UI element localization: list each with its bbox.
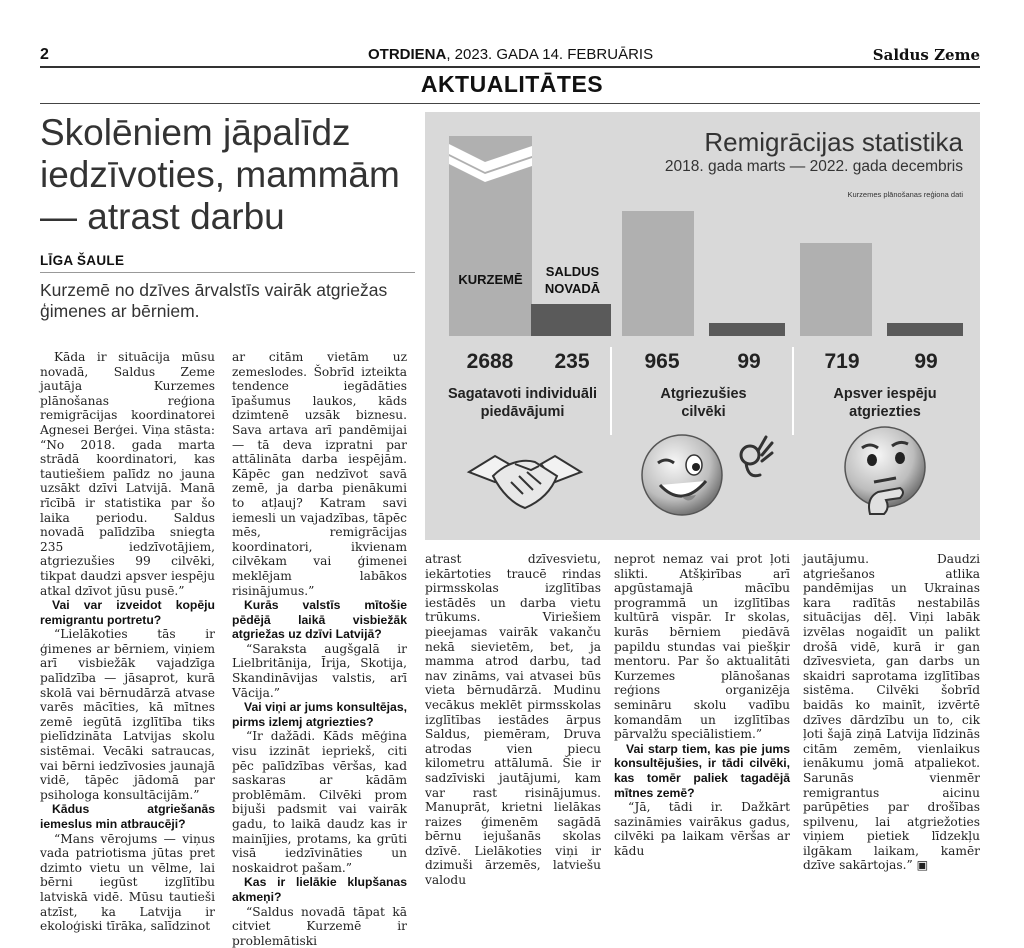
paragraph: “Jā, tādi ir. Dažkārt sazināmies vairākus gadus, cilvēki pa laikam vēršas ar kādu bbox=[614, 800, 790, 858]
bar-kurzeme-returned bbox=[622, 211, 694, 336]
issue-date-rest: , 2023. GADA 14. FEBRUĀRIS bbox=[446, 46, 654, 63]
masthead-rule bbox=[40, 66, 980, 68]
value-saldus-considering: 99 bbox=[914, 350, 938, 373]
winking-emoji-icon bbox=[630, 417, 780, 517]
caption-considering-line2: atgriezties bbox=[849, 404, 921, 420]
paragraph: atrast dzīvesvietu, iekārtoties traucē rindas pirmsskolas izglītības iestādēs un darba vietu trūkums. Viriešiem pieejamas vairāk vakanču nekā sievietēm, bet, ja mamma atrod darbu, tad nav zināms, vai atvasei būs vieta bērnudārzā. Mudinu vecākus meklēt pirmsskolas izglītības iestādes ārpus Saldus, piemēram, Druva atrodas vien piecu kilometru attālumā. Šie ir sadzīviski jautājumi, kam var rast risinājumus. Manuprāt, krietni lielākas raizes ģimenēm sagādā bērnu iejušanās skolas dzīvē. Lielākoties viņi ir dzimuši ārzemēs, latviešu valodu bbox=[425, 552, 601, 888]
caption-offers-line1: Sagatavoti individuāli bbox=[447, 386, 598, 402]
value-kurzeme-considering: 719 bbox=[824, 350, 860, 373]
paragraph: Kāda ir situācija mūsu novadā, Saldus Zeme jautāja Kurzemes plānošanas reģiona remigrācijas koordinatorei Agnesei Berģei. Viņa stāsta: “No 2018. gada marta strādā koordinatori, kas tautiešiem palīdz no jauna uzsākt dzīvi Latvijā. Manā rīcībā ir statistika par šo laika periodu. Saldus novadā palīdzība sniegta 235 iedzīvotājiem, atgriezušies 99 cilvēki, tikpat daudzi apsver iespēju atkal dzīvot jūsu pusē.” bbox=[40, 350, 215, 598]
interview-question: Kas ir lielākie klupšanas akmeņi? bbox=[232, 875, 407, 904]
infographic-source: Kurzemes plānošanas reģiona dati bbox=[847, 190, 963, 199]
thinking-emoji-icon bbox=[840, 422, 930, 517]
section-rule bbox=[40, 103, 980, 104]
legend-saldus-line1: SALDUS bbox=[545, 264, 600, 279]
article-column-2 bbox=[232, 350, 407, 948]
interview-question: Kurās valstīs mītošie pēdējā laikā visbiežāk atgriežas uz dzīvi Latvijā? bbox=[232, 598, 407, 642]
group-separator bbox=[792, 347, 794, 435]
article-lead: Kurzemē no dzīves ārvalstīs vairāk atgriežas ģimenes ar bērniem. bbox=[40, 280, 388, 321]
value-saldus-offers: 235 bbox=[554, 350, 590, 373]
infographic-panel bbox=[425, 112, 980, 540]
bar-kurzeme-considering bbox=[800, 243, 872, 336]
bar-saldus-offers bbox=[531, 304, 611, 336]
interview-question: Vai viņi ar jums konsultējas, pirms izlemj atgriezties? bbox=[232, 700, 407, 729]
value-kurzeme-offers: 2688 bbox=[466, 350, 514, 373]
article-title: Skolēniem jāpalīdz iedzīvoties, mammām — atrast darbu bbox=[40, 112, 400, 237]
paragraph: jautājumu. Daudzi atgriešanos atlika pandēmijas un Ukrainas kara radītās nestabilās situācijas dēļ. Viņi labāk izvēlas nogaidīt un palikt drošā vidē, kurā ir gan dzīvesvieta, gan darbs un skaidri saprotama izglītības sistēma. Cilvēki šobrīd baidās ko mainīt, izvērtē dzīves dārdzību un to, cik ļoti šajā ziņā Latvija līdzinās citām zemēm, vienlaikus ienākumu jomā atpaliekot. Sarunās vienmēr remigrantus aicinu parūpēties par drošības spilvenu, lai atgriežoties viņiem pietiek līdzekļu ilgākam laikam, kamēr dzīve sakārtojas.” ▣ bbox=[803, 552, 980, 873]
interview-question: Kādus atgriešanās iemeslus min atbraucēji? bbox=[40, 802, 215, 831]
caption-returned-line1: Atgriezušies bbox=[660, 386, 747, 402]
interview-question: Vai var izveidot kopēju remigrantu portretu? bbox=[40, 598, 215, 627]
article-column-4 bbox=[614, 552, 790, 858]
bar-saldus-returned bbox=[709, 323, 785, 336]
caption-considering bbox=[795, 385, 975, 421]
caption-considering-line1: Apsver iespēju bbox=[833, 386, 937, 402]
caption-offers-line2: piedāvājumi bbox=[480, 404, 565, 420]
caption-returned bbox=[615, 385, 792, 421]
bar-break-marks bbox=[449, 132, 532, 192]
infographic-subtitle: 2018. gada marts — 2022. gada decembris bbox=[664, 158, 963, 175]
handshake-icon bbox=[465, 442, 585, 517]
article-author: LĪGA ŠAULE bbox=[40, 253, 125, 268]
page-number: 2 bbox=[40, 46, 49, 63]
paragraph: “Mans vērojums — viņus vada patriotisma jūtas pret dzimto vietu un vēlme, lai bērni iegūst izglītību latviskā vidē. Mūsu tautieši atzīst, ka Latvija ir ekoloģiski tīrāka, salīdzinot bbox=[40, 831, 215, 934]
article-column-1 bbox=[40, 350, 215, 934]
article-column-3 bbox=[425, 552, 601, 888]
legend-saldus-line2: NOVADĀ bbox=[544, 281, 601, 296]
interview-question: Vai starp tiem, kas pie jums konsultējušies, ir tādi cilvēki, kas tomēr paliek tagadējā mītnes zemē? bbox=[614, 741, 790, 800]
section-title: AKTUALITĀTES bbox=[420, 71, 604, 97]
caption-offers bbox=[435, 385, 610, 421]
issue-date bbox=[368, 46, 653, 63]
caption-returned-line2: cilvēki bbox=[681, 404, 726, 420]
bar-saldus-considering bbox=[887, 323, 963, 336]
value-saldus-returned: 99 bbox=[737, 350, 761, 373]
paragraph: neprot nemaz vai prot ļoti slikti. Atšķirības arī apgūstamajā mācību programmā un izglītības kultūrā vispār. Ir skolas, kurās bērniem piedāvā papildu stundas vai piešķir mentoru. Par šo aktualitāti Kurzemes plānošanas reģions organizēja semināru skolu vadību komandām un izglītības pārvalžu speciālistiem.” bbox=[614, 552, 790, 742]
paragraph: ar citām vietām uz zemeslodes. Šobrīd izteikta tendence iegādāties īpašumus laukos, kāds dzimtenē uzsāk biznesu. Sava artava arī pandēmijai — tā deva izpratni par attālināta darba iespējām. Kāpēc gan nedzīvot savā zemē, ja darba pienākumi to atļauj? Katram savi iemesli un vajadzības, tāpēc mēs, remigrācijas koordinatori, ikvienam cilvēkam vai ģimenei meklējam labākos risinājumus.” bbox=[232, 350, 407, 598]
paragraph: “Ir dažādi. Kāds mēģina visu izzināt iepriekš, citi pēc palīdzības vēršas, kad saskaras ar kādām problēmām. Cilvēki prom bijuši padsmit vai vairāk gadu, to laikā daudz kas ir mainījies, protams, ka grūti visā iedzīvināties un noskaidrot pašam.” bbox=[232, 729, 407, 875]
paragraph: “Saldus novadā tāpat kā citviet Kurzemē ir problemātiski bbox=[232, 904, 407, 948]
author-rule bbox=[40, 272, 415, 273]
infographic-title: Remigrācijas statistika bbox=[704, 127, 963, 157]
value-kurzeme-returned: 965 bbox=[644, 350, 680, 373]
issue-weekday: OTRDIENA bbox=[368, 46, 447, 63]
legend-kurzeme: KURZEMĒ bbox=[458, 272, 523, 287]
paragraph: “Lielākoties tās ir ģimenes ar bērniem, viņiem arī visbiežāk vajadzīga palīdzība — jāsaprot, kurā skolā vai bērnudārzā atvase varēs mācīties, kā mītnes zemē iegūtā izglītība tiks pielīdzināta Latvijas skolu sistēmai. Vecāki satraucas, vai bērni iedzīvosies jaunajā vidē, tāpēc jādomā par psihologa konsultācijām.” bbox=[40, 627, 215, 802]
article-column-5 bbox=[803, 552, 980, 873]
newspaper-name: Saldus Zeme bbox=[872, 46, 980, 64]
paragraph: “Saraksta augšgalā ir Lielbritānija, Īrija, Skotija, Skandināvijas valstis, arī Vācija.” bbox=[232, 641, 407, 700]
